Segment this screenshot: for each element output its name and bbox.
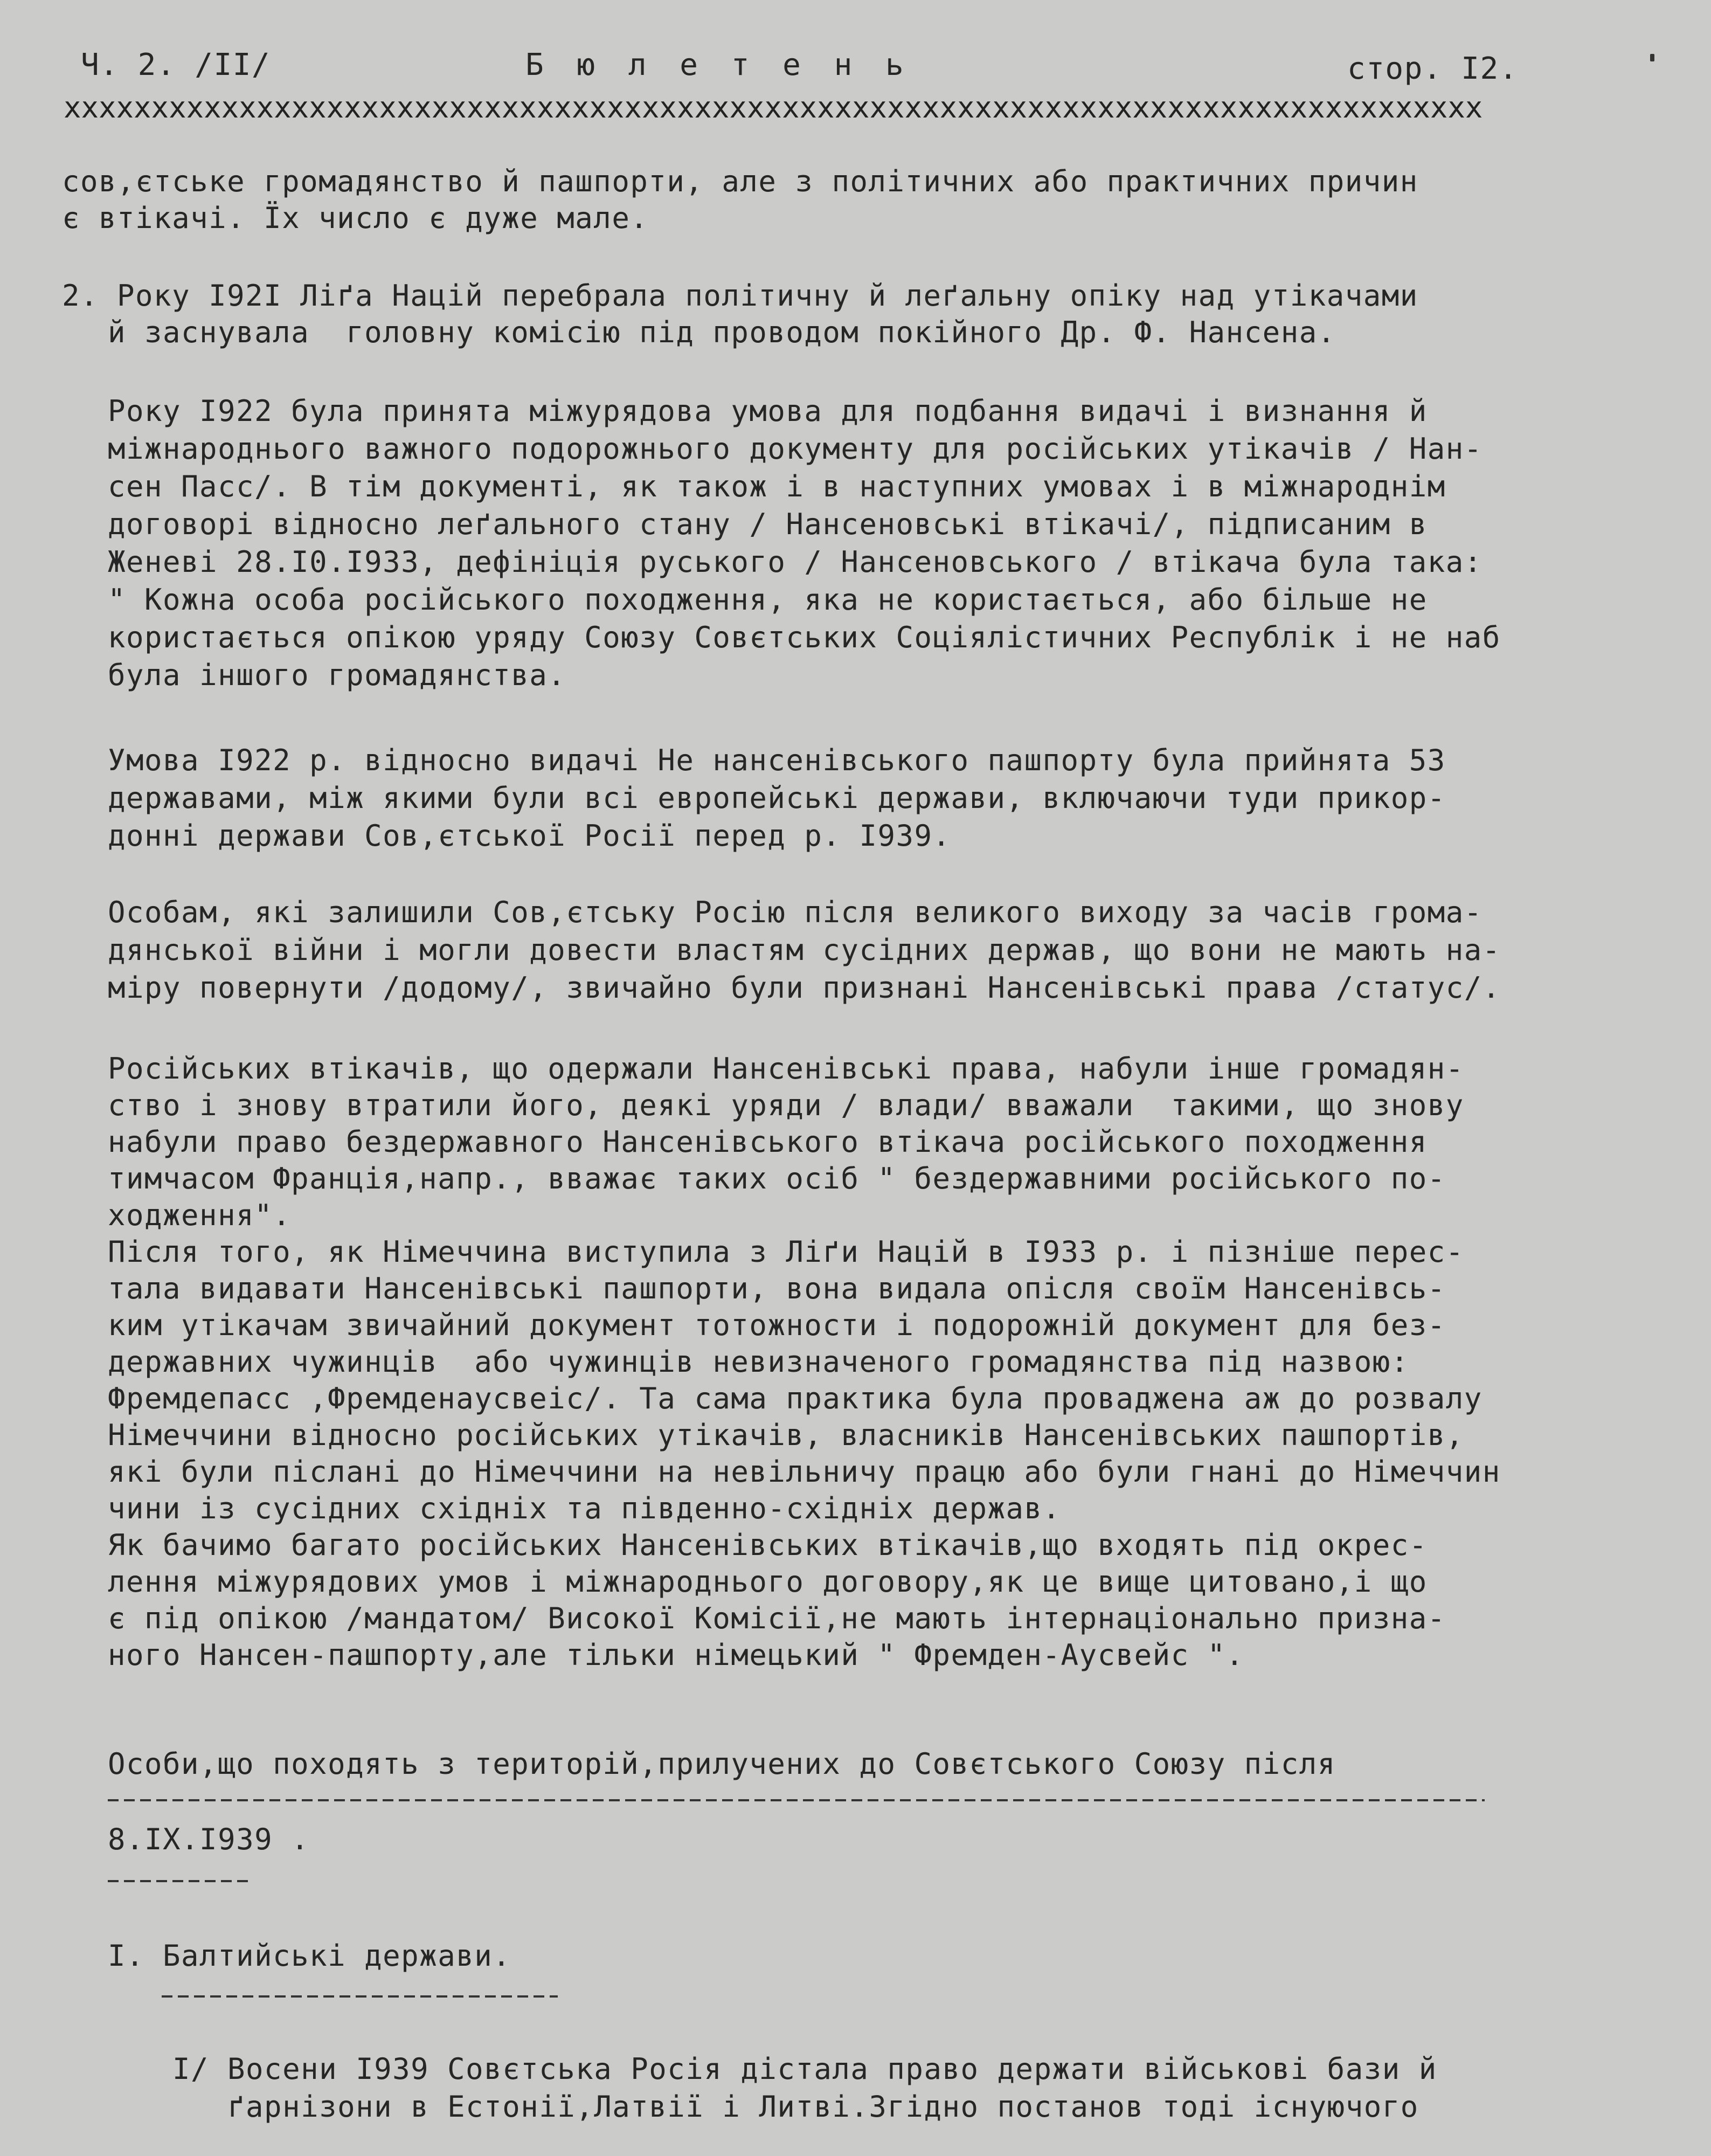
header-page-number: стор. I2. — [1347, 51, 1518, 86]
para3-line-7: користається опікою уряду Союзу Совєтських Соціялістичних Республік і не наб — [108, 620, 1501, 654]
para3-line-2: міжнароднього важного подорожнього документу для російських утікачів / Нан- — [108, 432, 1483, 466]
intro-line-1: сов,єтське громадянство й пашпорти, але з політичних або практичних причин — [62, 164, 1418, 198]
para6-line-9: державних чужинців або чужинців невизначеного громадянства під назвою: — [108, 1345, 1409, 1379]
para6-line-13: чини із сусідних східніх та південно-східніх держав. — [108, 1491, 1061, 1525]
section-heading: I. Балтийські держави. — [108, 1939, 511, 1973]
para6-line-8: ким утікачам звичайний документ тотожности і подорожній документ для без- — [108, 1308, 1446, 1342]
para6-line-1: Російських втікачів, що одержали Нансенівські права, набули інше громадян- — [108, 1052, 1464, 1086]
intro-line-2: є втікачі. Їх число є дуже мале. — [62, 201, 649, 235]
para6-line-5: ходження". — [108, 1198, 292, 1232]
para3-line-4: договорі відносно леґального стану / Нансеновські втікачі/, підписаним в — [108, 507, 1428, 541]
para2-line-2: й заснувала головну комісію під проводом покійного Др. Ф. Нансена. — [108, 315, 1336, 349]
para6-line-2: ство і знову втратили його, деякі уряди / влади/ вважали такими, що знову — [108, 1088, 1464, 1122]
header-title: Б ю л е т е н ь — [525, 47, 911, 82]
para6-line-7: тала видавати Нансенівські пашпорти, вона видала опісля своїм Нансенівсь- — [108, 1272, 1446, 1305]
para2-line-1: 2. Року I92I Ліґа Націй перебрала політичну й леґальну опіку над утікачами — [62, 279, 1418, 313]
territories-line: Особи,що походять з територій,прилучених до Совєтського Союзу після — [108, 1747, 1336, 1781]
para4-line-3: донні держави Сов,єтської Росії перед р. I939. — [108, 819, 951, 853]
territories-date: 8.IX.I939 . — [108, 1822, 310, 1856]
baltic-line-1: I/ Восени I939 Совєтська Росія дістала право держати військові бази й — [172, 2052, 1437, 2086]
para4-line-1: Умова I922 р. відносно видачі Не нансенівського пашпорту була прийнята 53 — [108, 743, 1446, 777]
para6-line-3: набули право бездержавного Нансенівського втікача російського походження — [108, 1125, 1428, 1159]
margin-mark — [1650, 54, 1654, 61]
header-issue: Ч. 2. /II/ — [81, 47, 271, 82]
para3-line-3: сен Пасс/. В тім документі, як також і в наступних умовах і в міжнароднім — [108, 469, 1446, 503]
territories-date-underline — [108, 1880, 248, 1882]
para5-line-3: міру повернути /додому/, звичайно були признані Нансенівські права /статус/. — [108, 971, 1501, 1005]
para6-line-11: Німеччини відносно російських утікачів, власників Нансенівських пашпортів, — [108, 1418, 1464, 1452]
para3-line-8: була іншого громадянства. — [108, 658, 566, 692]
para6-line-16: є під опікою /мандатом/ Високої Комісії,не мають інтернаціонально призна- — [108, 1601, 1446, 1635]
para3-line-5: Женеві 28.I0.I933, дефініція руського / Нансеновського / втікача була така: — [108, 545, 1483, 579]
para4-line-2: державами, між якими були всі европейські держави, включаючи туди прикор- — [108, 781, 1446, 815]
section-heading-underline — [162, 1995, 558, 1998]
para6-line-12: які були післані до Німеччини на невільничу працю або були гнані до Німеччин — [108, 1455, 1501, 1489]
para3-line-6: " Кожна особа російського походження, яка не користається, або більше не — [108, 583, 1428, 617]
header-separator: xxxxxxxxxxxxxxxxxxxxxxxxxxxxxxxxxxxxxxxxxxxxxxxxxxxxxxxxxxxxxxxxxxxxxxxxxxxxxxxxx — [64, 91, 1483, 125]
para6-line-14: Як бачимо багато російських Нансенівських втікачів,що входять під окрес- — [108, 1528, 1428, 1562]
para6-line-15: лення міжурядових умов і міжнароднього договору,як це вище цитовано,і що — [108, 1565, 1428, 1599]
para6-line-10: Фремдепасс ,Фремденаусвеіс/. Та сама практика була проваджена аж до розвалу — [108, 1381, 1483, 1415]
para6-line-17: ного Нансен-пашпорту,але тільки німецький " Фремден-Аусвейс ". — [108, 1638, 1244, 1672]
para3-line-1: Року I922 була принята міжурядова умова для подбання видачі і визнання й — [108, 394, 1428, 428]
para6-line-6: Після того, як Німеччина виступила з Ліґи Націй в I933 р. і пізніше перес- — [108, 1235, 1464, 1269]
para6-line-4: тимчасом Франція,напр., вважає таких осіб " бездержавними російського по- — [108, 1162, 1446, 1196]
para5-line-1: Особам, які залишили Сов,єтську Росію після великого виходу за часів грома- — [108, 895, 1483, 929]
baltic-line-2: ґарнізони в Естонії,Латвії і Литві.Згідно постанов тоді існуючого — [172, 2090, 1419, 2124]
para5-line-2: дянської війни і могли довести властям сусідних держав, що вони не мають на- — [108, 933, 1501, 967]
territories-underline — [108, 1799, 1485, 1801]
